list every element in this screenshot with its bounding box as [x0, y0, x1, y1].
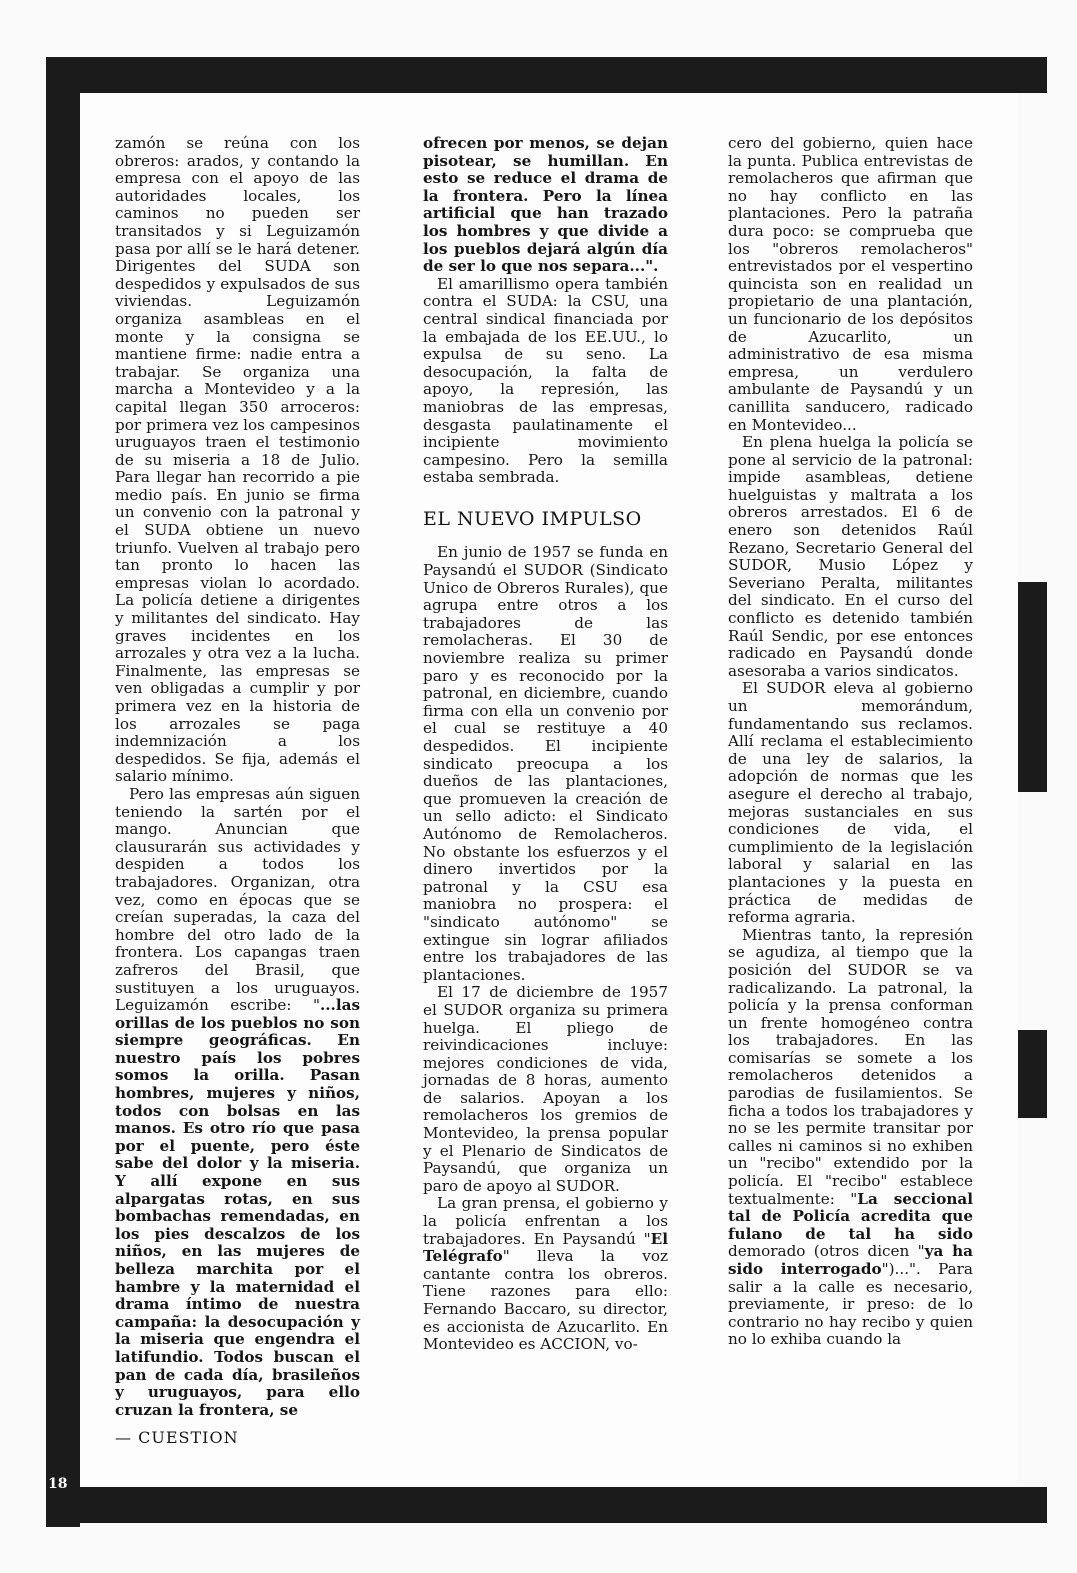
page-border-right-top: [1018, 57, 1047, 93]
col3-p4-b: demorado (otros dicen ": [728, 1242, 925, 1261]
col3-p4-c: ")...". Para salir a la calle es necesario, previamente, ir preso: de lo contrario no hay recibo y quien no lo exhiba cuando la: [728, 1260, 973, 1349]
page-border-bottom: [46, 1487, 1047, 1523]
col2-paragraph-4: El 17 de diciembre de 1957 el SUDOR organiza su primera huelga. El pliego de reivindicaciones incluye: mejores condiciones de vida, jornadas de 8 horas, aumento de salarios. Apoyan a los remolacheros los gremios de Montevideo, la prensa popular y el Plenario de Sindicatos de Paysandú, que organiza un paro de apoyo al SUDOR.: [423, 983, 668, 1195]
col2-paragraph-2: El amarillismo opera también contra el SUDA: la CSU, una central sindical financiada por la embajada de los EE.UU., lo expulsa de su seno. La desocupación, la falta de apoyo, la represión, las maniobras de las empresas, desgasta paulatinamente el incipiente movimiento campesino. Pero la semilla estaba sembrada.: [423, 274, 668, 487]
col2-p5-newspaper: El Telégrafo: [423, 1229, 668, 1266]
page-border-left: [46, 57, 80, 1527]
col3-paragraph-4: [728, 927, 973, 1349]
footer-publication: — CUESTION: [115, 1428, 239, 1447]
col1-paragraph-1: zamón se reúna con los obreros: arados, y contando la empresa con el apoyo de las autoridades locales, los caminos no pueden ser transitados y si Leguizamón pasa por allí se le hará detener. Dirigentes del SUDA son despedidos y expulsados de sus viviendas. Leguizamón organiza asambleas en el monte y la consigna se mantiene firme: nadie entra a trabajar. Se organiza una marcha a Montevideo y a la capital llegan 350 arroceros: por primera vez los campesinos uruguayos traen el testimonio de su miseria a 18 de Julio. Para llegar han recorrido a pie medio país. En junio se firma un convenio con la patronal y el SUDA obtiene un nuevo triunfo. Vuelven al trabajo pero tan pronto lo hacen las empresas violan lo acordado. La policía detiene a dirigentes y militantes del sindicato. Hay graves incidentes en los arrozales y otra vez a la lucha. Finalmente, las empresas se ven obligadas a cumplir y por primera vez en la historia de los arrozales se paga indemnización a los despedidos. Se fija, además el salario mínimo.: [115, 134, 360, 786]
col3-paragraph-2: En plena huelga la policía se pone al servicio de la patronal: impide asambleas, detiene huelguistas y maltrata a los obreros arrestados. El 6 de enero son detenidos Raúl Rezano, Secretario General del SUDOR, Musio López y Severiano Peralta, militantes del sindicato. En el curso del conflicto es detenido también Raúl Sendic, por ese entonces radicado en Paysandú donde asesoraba a varios sindicatos.: [728, 433, 973, 680]
col2-p5-a: La gran prensa, el gobierno y la policía enfrentan a los trabajadores. En Paysandú ": [423, 1194, 668, 1248]
page-border-top: [46, 57, 1047, 93]
page-border-right-mid: [1013, 582, 1047, 792]
col2-p5-b: " lleva la voz cantante contra los obreros. Tiene razones para ello: Fernando Baccaro, su director, es accionista de Azucarlito. En Montevideo es ACCION, vo-: [423, 1247, 668, 1354]
page-border-right-low: [1013, 1030, 1047, 1118]
col3-p4-a: Mientras tanto, la represión se agudiza, al tiempo que la posición del SUDOR se va radicalizando. La patronal, la policía y la prensa conforman un frente homogéneo contra los trabajadores. En las comisarías se somete a los remolacheros detenidos a parodias de fusilamientos. Se ficha a todos los trabajadores y no se les permite transitar por calles ni caminos si no exhiben un "recibo" extendido por la policía. El "recibo" establece textualmente: ": [728, 925, 973, 1208]
col2-paragraph-3: En junio de 1957 se funda en Paysandú el SUDOR (Sindicato Unico de Obreros Rurales), que agrupa entre otros a los trabajadores de las remolacheras. El 30 de noviembre realiza su primer paro y es reconocido por la patronal, en diciembre, cuando firma con ella un convenio por el cual se restituye a 40 despedidos. El incipiente sindicato preocupa a los dueños de las plantaciones, que promueven la creación de un sello adicto: el Sindicato Autónomo de Remolacheros. No obstante los esfuerzos y el dinero invertidos por la patronal y la CSU esa maniobra no prospera: el "sindicato autónomo" se extingue sin lograr afiliados entre los trabajadores de las plantaciones.: [423, 543, 668, 984]
col1-p2-quote: ...las orillas de los pueblos no son siempre geográficas. En nuestro país los pobres somos la orilla. Pasan hombres, mujeres y niños, todos con bolsas en las manos. Es otro río que pasa por el puente, pero éste sabe del dolor y la miseria. Y allí expone en sus alpargatas rotas, en sus bombachas remendadas, en los pies descalzos de los niños, en las mujeres de belleza marchita por el hambre y la maternidad el drama íntimo de nuestra campaña: la desocupación y la miseria que engendra el latifundio. Todos buscan el pan de cada día, brasileños y uruguayos, para ello cruzan la frontera, se: [115, 996, 360, 1419]
col3-p4-quote-2: ya ha sido interrogado: [728, 1242, 973, 1278]
column-1: [115, 135, 360, 1419]
column-3: [728, 135, 973, 1349]
column-2: [423, 135, 668, 1354]
col3-paragraph-3: El SUDOR eleva al gobierno un memorándum, fundamentando sus reclamos. Allí reclama el establecimiento de una ley de salarios, la adopción de normas que les asegure el derecho al trabajo, mejoras sustanciales en sus condiciones de vida, el cumplimiento de la legislación laboral y salarial en las plantaciones y la puesta en práctica de medidas de reforma agraria.: [728, 679, 973, 927]
col1-p2-text: Pero las empresas aún siguen teniendo la sartén por el mango. Anuncian que clausurarán sus actividades y despiden a todos los trabajadores. Organizan, otra vez, como en épocas que se creían superadas, la caza del hombre del otro lado de la frontera. Los capangas traen zafreros del Brasil, que sustituyen a los uruguayos. Leguizamón escribe: ": [115, 784, 360, 1015]
section-heading: EL NUEVO IMPULSO: [423, 507, 642, 530]
col1-paragraph-2: [115, 786, 360, 1419]
col3-p4-quote-1: La seccional tal de Policía acredita que fulano de tal ha sido: [728, 1189, 973, 1243]
page-number: 18: [48, 1476, 68, 1492]
col2-paragraph-5: [423, 1195, 668, 1353]
col3-paragraph-1: cero del gobierno, quien hace la punta. Publica entrevistas de remolacheros que afirman que no hay conflicto en las plantaciones. Pero la patraña dura poco: se comprueba que los "obreros remolacheros" entrevistados por el vespertino quincista son en realidad un propietario de una plantación, un funcionario de los depósitos de Azucarlito, un administrativo de esa misma empresa, un verdulero ambulante de Paysandú y un canillita sanducero, radicado en Montevideo...: [728, 134, 973, 434]
col2-paragraph-1: ofrecen por menos, se dejan pisotear, se humillan. En esto se reduce el drama de la frontera. Pero la línea artificial que han trazado los hombres y que divide a los pueblos dejará algún día de ser lo que nos separa...".: [423, 134, 668, 276]
